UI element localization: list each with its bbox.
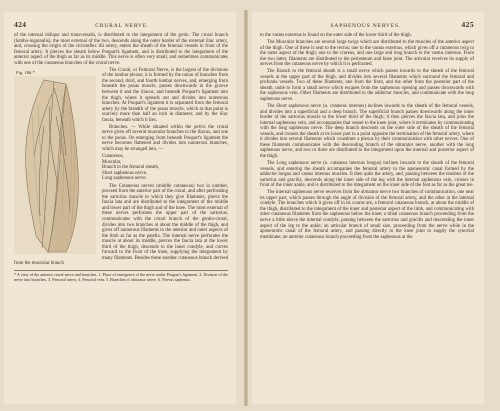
left-page [4, 12, 236, 404]
paragraph: The Crural, or Femoral Nerve, is the largest of the divisions of the lumbar plexus; it is formed by the union of branches from the second, third, and fourth lumbar nerves, and, emerging from beneath the psoas muscle, passes downwards in the groove between it and the iliacus, and beneath Poupart's ligament into the thigh, where it spreads out and divides into numerous branches. At Poupart's ligament it is separated from the femoral artery by the breadth of the psoas muscle, which at that point is scarcely more than half an inch in diameter, and by the iliac fascia, beneath which it lies. [102, 67, 228, 123]
paragraph: Branches. — While situated within the pelvis the crural nerve gives off several muscular branches to the iliacus, and one to the psoas. On emerging from beneath Poupart's ligament the nerve becomes flattened and divides into numerous branches, which may be arranged into, — [102, 124, 228, 152]
crural-nerve-illustration [14, 76, 96, 254]
running-head-right: SAPHENOUS NERVES. [330, 23, 402, 29]
list-item: Muscular, [102, 159, 122, 165]
list-item: Cutaneous, [102, 153, 124, 159]
book-gutter [244, 10, 248, 406]
figure-caption [14, 270, 228, 283]
left-running-header [14, 20, 228, 29]
figure-186 [14, 70, 96, 255]
right-running-header [260, 20, 474, 29]
paragraph: The Long saphenous nerve (n. cutaneus internus longus) inclines inwards to the sheath of the femoral vessels, and entering the sheath accompanies the femoral artery to the aponeurotic canal formed by the adductor longus and vastus internus muscles. It then quits the artery, and, passing between the tendons of the sartorius and gracilis, descends along the inner side of the leg with the internal saphenous vein, crosses in front of the inner ankle, and is distributed to the integument on the inner side of the foot as far as the great toe. [260, 161, 474, 189]
page-number-right: 425 [461, 20, 474, 29]
page-number-left: 424 [14, 20, 27, 29]
paragraph: of the internal oblique and transversalis, is distributed to the integument of the groin. The crural branch (lumbo-inguinalis), the most external of the two, descends along the outer border of the external iliac artery, and, crossing the origin of the circumflex ilii artery, enters the sheath of the femoral vessels in front of the femoral artery. It pierces the sheath below Poupart's ligament, and is distributed to the integument of the anterior aspect of the thigh as far as its middle. This nerve is often very small, and sometimes communicates with one of the cutaneous branches of the crural nerve. [14, 33, 228, 66]
caption-text: * A view of the anterior crural nerve and branches. 1. Place of emergence of the nerve under Poupart's ligament. 2. Division of the nerve into branches. 3. Femoral artery. 4. Femoral vein. 5. Branches of obturator nerve. 6. Nervus saphenus. [14, 271, 228, 282]
right-page [252, 12, 484, 404]
paragraph: to the vastus externus is found on the outer side of the lower third of the thigh. [260, 33, 412, 38]
paragraph: The Short saphenous nerve (n. cutaneus internus) inclines inwards to the sheath of the femoral vessels, and divides into a superficial and a deep branch. The superficial branch passes downwards along the inner border of the sartorius muscle to the lower third of the thigh; it then pierces the fascia lata, and joins the internal saphenous vein, and accompanies that vessel to the knee joint, where it terminates by communicating with the long saphenous nerve. The deep branch descends on the outer side of the sheath of the femoral vessels, and crosses the sheath at its lower part to a point opposite the termination of the femoral artery, where it divides into several filaments which constitute a plexus by their communication with other nerves. One of these filaments communicates with the descending branch of the obturator nerve, another with the long saphenous nerve, and two or three are distributed to the integument upon the internal and posterior aspect of the thigh. [260, 104, 474, 159]
list-item: Branch to the femoral sheath, [102, 165, 160, 171]
running-head-left: CRURAL NERVE. [95, 23, 150, 29]
figure-label: Fig. 186.* [16, 69, 35, 75]
paragraph: The Muscular branches are several large twigs which are distributed to the muscles of the anterior aspect of the thigh. One of these is sent to the rectus; one to the vastus externus, which gives off a cutaneous twig to the outer aspect of the thigh; one to the crureus, and one large and long branch to the vastus internus. From the two latter, filaments are distributed to the periosteum and knee joint. The articular receives its supply of nerves from the cutaneous nerve by which it is perforated. [260, 40, 474, 68]
list-item: Short saphenous nerve, [102, 170, 148, 176]
paragraph: The Cutaneous nerves (middle cutaneous) two in number, proceed from the anterior part of the crural, and after perforating the sartorius muscle to which they give filaments, pierce the fascia lata and are distributed to the integument of the middle and lower part of the thigh and of the knee. The most external of these nerves perforates the upper part of the sartorius, communicates with the crural branch of the genito-crural, divides into two branches at about the middle of the thigh, and gives off numerous filaments to the anterior and outer aspects of the limb as far as the patella. The internal nerve perforates the muscle at about its middle, pierces the fascia lata at the lower third of the thigh, descends to the inner condyle, and curves forward to the front of the knee, supplying the integument by many filaments. Besides these another cutaneous branch derived from the muscular branch [14, 183, 228, 267]
paragraph: The Branch to the femoral sheath is a small nerve which passes inwards to the sheath of the femoral vessels at the upper part of the thigh, and divides into several filaments which surround the femoral and profunda vessels. Two of these filaments, one from the front, and the other from the posterior part of the sheath, unite to form a small nerve which escapes from the saphenous opening and passes downwards with the saphenous vein. Other filaments are distributed to the adductor muscles, and communicate with the long saphenous nerve. [260, 69, 474, 103]
list-item: Long saphenous nerve. [102, 176, 147, 182]
paragraph: The internal saphenous nerve receives from the obturator nerve two branches of communication, one near its upper part, which passes through the angle of division of the femoral artery, and the other at the internal condyle. The branches which it gives off in its course are, a femoral cutaneous branch, at about the middle of the thigh, distributed to the integument of the inner and posterior aspect of the limb, and communicating with other cutaneous filaments from the saphenous below the knee; a tibial cutaneous branch proceeding from the nerve a little above the internal condyle, passing between the sartorius and gracilis and descending the inner aspect of the leg to the ankle; an articular branch of small size, proceeding from the nerve while in the aponeurotic canal of the femoral artery, and passing directly to the knee joint to supply the synovial membrane; an anterior cutaneous branch proceeding from the saphenous at the [260, 190, 474, 240]
